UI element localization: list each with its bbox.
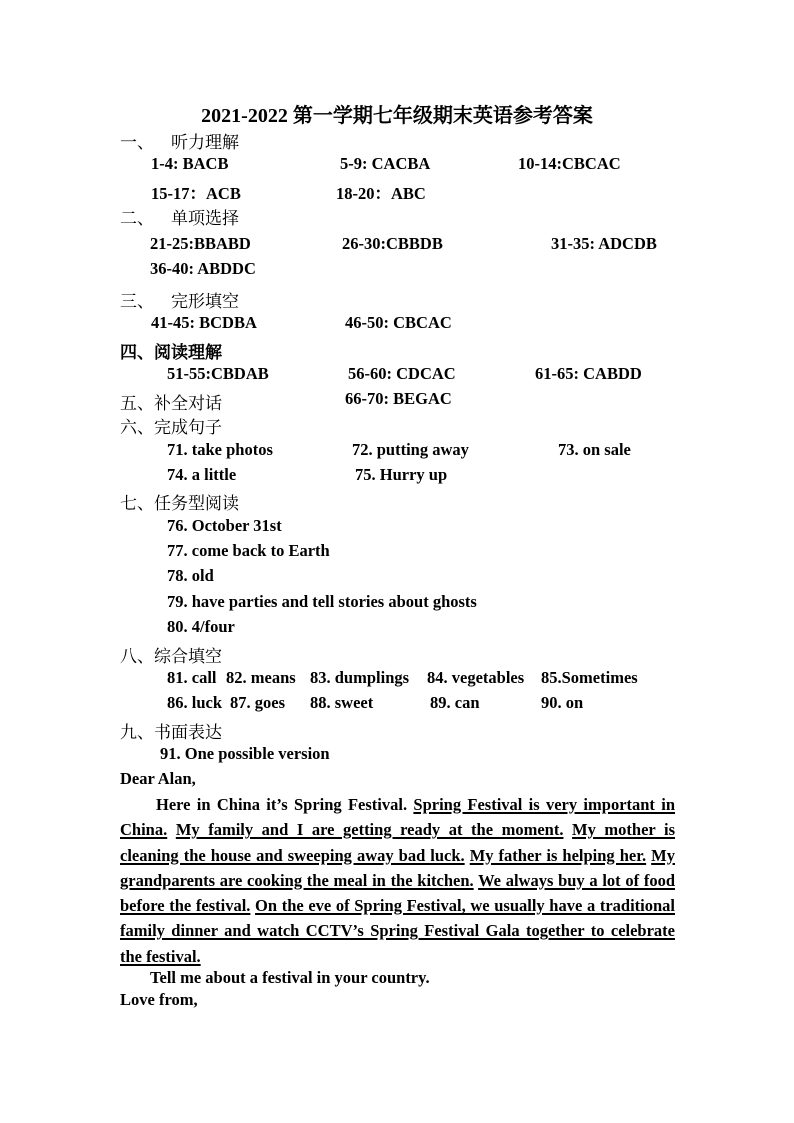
answer-85: 85.Sometimes	[541, 668, 638, 687]
answer-88: 88. sweet	[310, 693, 374, 712]
answer-78: 78. old	[167, 566, 214, 585]
letter-greeting: Dear Alan,	[120, 769, 196, 788]
answer-89: 89. can	[430, 693, 480, 712]
section-heading-task-reading: 七、任务型阅读	[120, 494, 239, 513]
letter-intro: Here in China it’s Spring Festival.	[156, 795, 408, 814]
section-heading-reading: 四、阅读理解	[120, 343, 222, 362]
letter-closing-line: Tell me about a festival in your country.	[150, 968, 430, 987]
writing-version-label: 91. One possible version	[160, 744, 330, 763]
answer-72: 72. putting away	[352, 440, 469, 459]
answer-86: 86. luck	[167, 693, 223, 712]
letter-underlined-1: My family and I are getting ready at the moment.	[175, 820, 564, 840]
answer-46-50: 46-50: CBCAC	[345, 313, 452, 332]
section-heading-sentences: 六、完成句子	[120, 418, 222, 437]
section-heading-single-choice: 二、 单项选择	[120, 209, 239, 228]
answer-83: 83. dumplings	[310, 668, 410, 687]
letter-underlined-6: On the eve of Spring Festival, we usually have a traditional family dinner and watch CCTV’s Spring Festival Gala together to celebrate the festival.	[120, 896, 675, 966]
answer-77: 77. come back to Earth	[167, 541, 330, 560]
answer-90: 90. on	[541, 693, 584, 712]
section-heading-dialogue: 五、补全对话	[120, 394, 222, 413]
page-title: 2021-2022 第一学期七年级期末英语参考答案	[201, 105, 593, 127]
answer-5-9: 5-9: CACBA	[340, 154, 431, 173]
letter-body	[120, 792, 675, 969]
letter-underlined-3: My father is helping her.	[469, 845, 647, 865]
answer-87: 87. goes	[230, 693, 285, 712]
answer-56-60: 56-60: CDCAC	[348, 364, 456, 383]
answer-15-17: 15-17：ACB	[151, 184, 241, 203]
answer-71: 71. take photos	[167, 440, 273, 459]
answer-61-65: 61-65: CABDD	[535, 364, 642, 383]
answer-21-25: 21-25:BBABD	[150, 234, 251, 253]
answer-10-14: 10-14:CBCAC	[518, 154, 621, 173]
section-heading-writing: 九、书面表达	[120, 723, 222, 742]
answer-26-30: 26-30:CBBDB	[342, 234, 443, 253]
letter-underlined-0: Spring Festival is very important in China.	[120, 795, 675, 840]
answer-51-55: 51-55:CBDAB	[167, 364, 269, 383]
letter-main-paragraph	[120, 792, 675, 969]
answer-79: 79. have parties and tell stories about ghosts	[167, 592, 477, 611]
section-heading-cloze: 三、 完形填空	[120, 292, 239, 311]
answer-75: 75. Hurry up	[355, 465, 448, 484]
answer-73: 73. on sale	[558, 440, 631, 459]
answer-41-45: 41-45: BCDBA	[151, 313, 257, 332]
section-heading-comprehensive-fill: 八、综合填空	[120, 647, 222, 666]
answer-36-40: 36-40: ABDDC	[150, 259, 256, 278]
answer-18-20: 18-20：ABC	[336, 184, 426, 203]
letter-signoff: Love from,	[120, 990, 198, 1009]
answer-81: 81. call	[167, 668, 217, 687]
letter-underlined-4: My grandparents are cooking the meal in the kitchen.	[120, 845, 675, 890]
answer-31-35: 31-35: ADCDB	[551, 234, 657, 253]
section-heading-listening: 一、 听力理解	[120, 133, 239, 152]
letter-underlined-5: We always buy a lot of food before the festival.	[120, 870, 676, 916]
answer-1-4: 1-4: BACB	[151, 154, 229, 173]
answer-66-70: 66-70: BEGAC	[345, 389, 452, 408]
letter-underlined-2: My mother is cleaning the house and sweeping away bad luck.	[120, 820, 676, 865]
answer-76: 76. October 31st	[167, 516, 282, 535]
answer-82: 82. means	[226, 668, 296, 687]
answer-74: 74. a little	[167, 465, 237, 484]
answer-84: 84. vegetables	[427, 668, 525, 687]
answer-80: 80. 4/four	[167, 617, 235, 636]
